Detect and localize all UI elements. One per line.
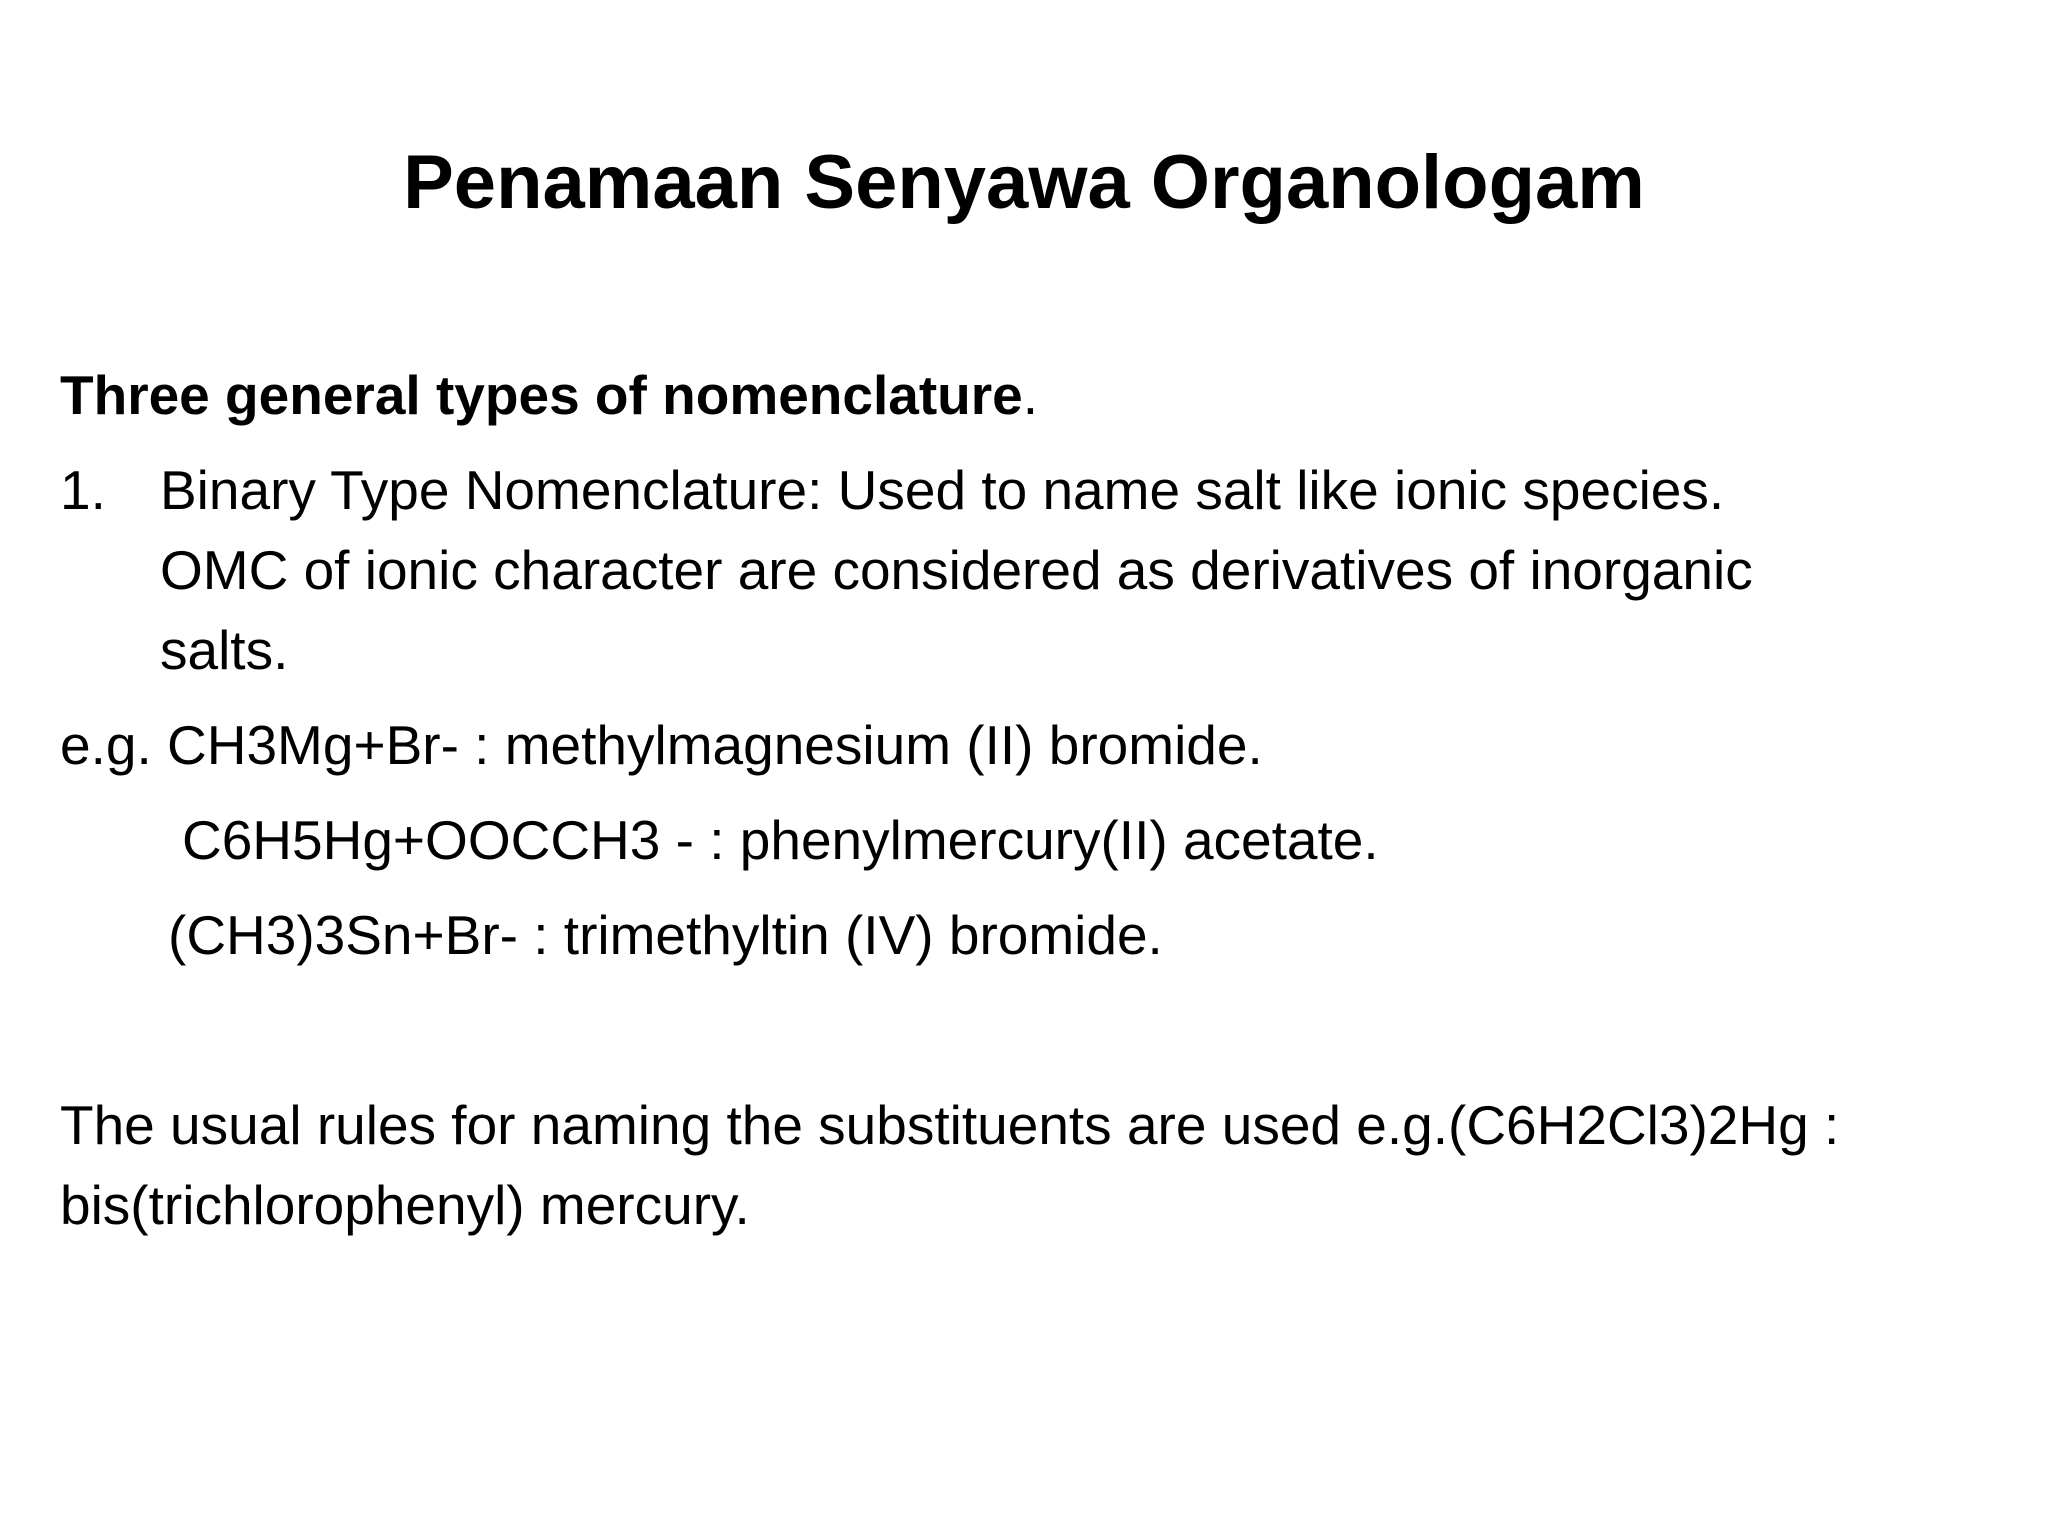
example-phenylmercury: C6H5Hg+OOCCH3 - : phenylmercury(II) acetate. xyxy=(182,809,1379,871)
list-item-text xyxy=(160,450,1960,690)
list-item-line-3: salts. xyxy=(160,619,289,681)
slide-title: Penamaan Senyawa Organologam xyxy=(403,140,1645,225)
example-methylmagnesium: e.g. CH3Mg+Br- : methylmagnesium (II) bromide. xyxy=(60,714,1263,776)
list-item-line-2: OMC of ionic character are considered as derivatives of inorganic xyxy=(160,539,1753,601)
list-item-number: 1. xyxy=(60,459,106,521)
nomenclature-heading xyxy=(60,355,2000,435)
example-trimethyltin: (CH3)3Sn+Br- : trimethyltin (IV) bromide. xyxy=(168,904,1163,966)
substituent-rule-line-1: The usual rules for naming the substituents are used e.g.(C6H2Cl3)2Hg : xyxy=(60,1094,1840,1156)
substituent-rule-line-2: bis(trichlorophenyl) mercury. xyxy=(60,1174,750,1236)
list-item-line-1: Binary Type Nomenclature: Used to name salt like ionic species. xyxy=(160,459,1725,521)
nomenclature-heading-bold: Three general types of nomenclature xyxy=(60,364,1023,426)
nomenclature-heading-period: . xyxy=(1022,364,1039,426)
